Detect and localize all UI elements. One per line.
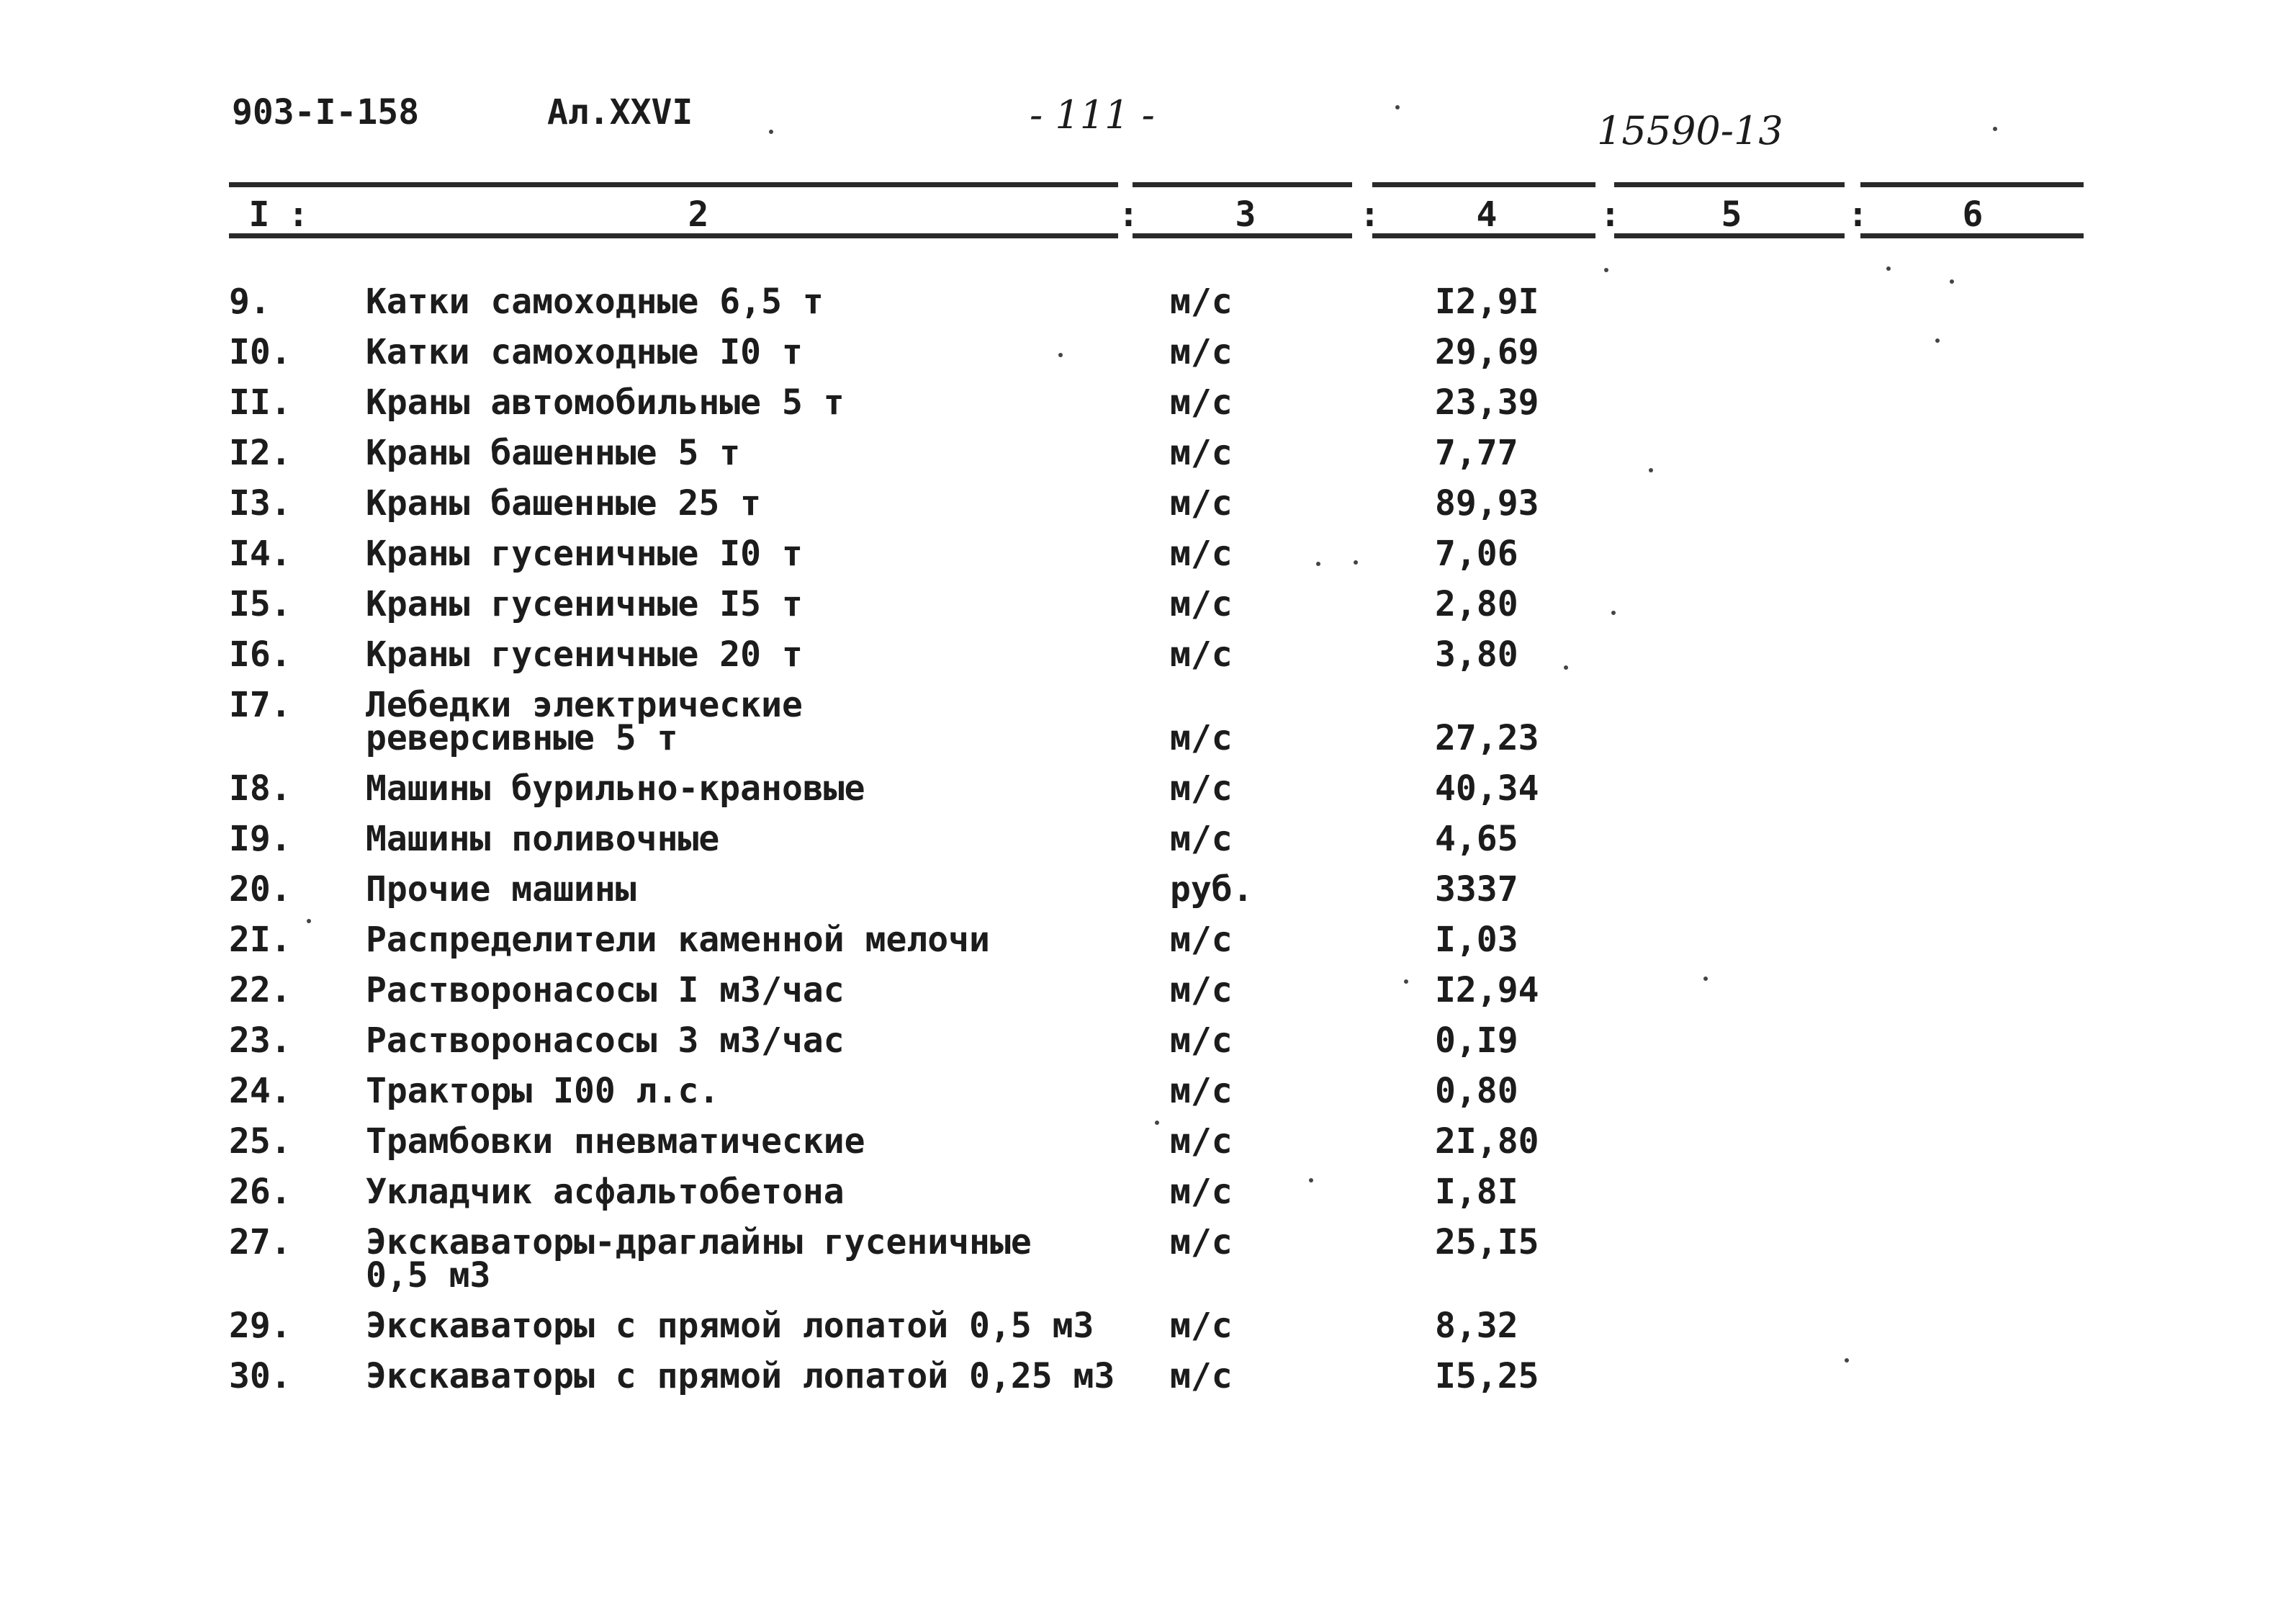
row-number: I5. [229,584,292,624]
row-value: 8,32 [1435,1306,1518,1346]
scan-speck [1703,977,1708,981]
row-value: I2,94 [1435,970,1539,1010]
album-number: Ал.XXVI [547,92,693,133]
row-number: 22. [229,970,292,1010]
header-rule-top [1614,182,1845,187]
row-unit: м/с [1170,1172,1233,1212]
scan-speck [1935,338,1940,343]
row-unit: м/с [1170,718,1233,758]
row-value: 40,34 [1435,768,1539,809]
row-name: Краны автомобильные 5 т [366,382,845,423]
row-unit: м/с [1170,584,1233,624]
row-unit: м/с [1170,1356,1233,1396]
header-rule-top [229,182,1118,187]
row-number: 23. [229,1020,292,1061]
column-header-4: 4 [1476,194,1498,235]
row-number: 24. [229,1071,292,1111]
row-unit: м/с [1170,282,1233,322]
scan-speck [1993,127,1997,131]
row-unit: м/с [1170,433,1233,473]
row-value: 0,I9 [1435,1020,1518,1061]
row-unit: м/с [1170,1306,1233,1346]
scan-speck [1058,353,1063,357]
row-name: Экскаваторы-драглайны гусеничные [366,1222,1032,1262]
row-unit: м/с [1170,483,1233,524]
column-separator: : [1847,194,1868,235]
column-separator: : [1600,194,1621,235]
scan-speck [1886,266,1891,271]
row-unit: м/с [1170,768,1233,809]
row-name: Машины бурильно-крановые [366,768,865,809]
row-number: I0. [229,332,292,372]
row-name: Краны башенные 5 т [366,433,741,473]
scan-speck [1354,560,1358,565]
row-name: Краны гусеничные I0 т [366,534,803,574]
row-name: Растворонасосы 3 м3/час [366,1020,845,1061]
row-unit: м/с [1170,920,1233,960]
row-number: 27. [229,1222,292,1262]
row-name: Краны гусеничные 20 т [366,634,803,675]
row-name: Растворонасосы I м3/час [366,970,845,1010]
scan-speck [1309,1178,1313,1182]
row-name: Машины поливочные [366,819,720,859]
scan-speck [1950,279,1954,284]
row-value: 7,77 [1435,433,1518,473]
row-unit: м/с [1170,1121,1233,1162]
column-separator: : [288,194,309,235]
row-value: 0,80 [1435,1071,1518,1111]
row-number: I6. [229,634,292,675]
header-rule-top [1860,182,2084,187]
row-unit: м/с [1170,332,1233,372]
row-unit: м/с [1170,1222,1233,1262]
column-header-6: 6 [1962,194,1984,235]
row-number: 26. [229,1172,292,1212]
row-value: 29,69 [1435,332,1539,372]
row-name: Укладчик асфальтобетона [366,1172,845,1212]
scan-speck [1404,979,1408,984]
row-unit: м/с [1170,1071,1233,1111]
scan-speck [1611,611,1616,615]
row-name: Распределители каменной мелочи [366,920,990,960]
row-name-continued: 0,5 м3 [366,1255,491,1296]
scan-speck [307,919,311,923]
scan-speck [1649,468,1653,472]
row-value: 89,93 [1435,483,1539,524]
scan-speck [1564,665,1568,670]
row-number: I3. [229,483,292,524]
row-value: 3337 [1435,869,1518,910]
row-value: I5,25 [1435,1356,1539,1396]
row-name: Катки самоходные I0 т [366,332,803,372]
row-value: I,8I [1435,1172,1518,1212]
column-header-2: 2 [688,194,709,235]
row-number: I2. [229,433,292,473]
row-name: Краны башенные 25 т [366,483,762,524]
row-number: 9. [229,282,271,322]
row-name: Трамбовки пневматические [366,1121,865,1162]
column-header-1: I [248,194,270,235]
row-value: 2,80 [1435,584,1518,624]
row-name: Катки самоходные 6,5 т [366,282,824,322]
header-rule-top [1133,182,1352,187]
row-number: 25. [229,1121,292,1162]
scan-speck [1155,1121,1159,1125]
row-value: I2,9I [1435,282,1539,322]
row-value: 7,06 [1435,534,1518,574]
row-value: 2I,80 [1435,1121,1539,1162]
column-separator: : [1118,194,1139,235]
row-value: 25,I5 [1435,1222,1539,1262]
row-name: Экскаваторы с прямой лопатой 0,5 м3 [366,1306,1094,1346]
row-value: 3,80 [1435,634,1518,675]
row-name: Прочие машины [366,869,636,910]
row-value: 27,23 [1435,718,1539,758]
row-unit: м/с [1170,970,1233,1010]
row-value: I,03 [1435,920,1518,960]
scan-speck [769,130,773,134]
header-rule-top [1372,182,1595,187]
row-number: I9. [229,819,292,859]
row-name-continued: реверсивные 5 т [366,718,678,758]
row-name: Тракторы I00 л.с. [366,1071,720,1111]
row-number: 29. [229,1306,292,1346]
doc-code: 903-I-158 [232,92,420,133]
row-unit: руб. [1170,869,1253,910]
column-header-3: 3 [1235,194,1256,235]
row-value: 23,39 [1435,382,1539,423]
row-number: II. [229,382,292,423]
row-unit: м/с [1170,382,1233,423]
row-number: 2I. [229,920,292,960]
row-number: I7. [229,685,292,725]
row-number: 20. [229,869,292,910]
row-value: 4,65 [1435,819,1518,859]
row-unit: м/с [1170,819,1233,859]
scan-speck [1845,1358,1849,1363]
row-unit: м/с [1170,1020,1233,1061]
row-number: I4. [229,534,292,574]
page-number: - 111 - [1030,92,1155,138]
row-unit: м/с [1170,634,1233,675]
scan-speck [1316,562,1320,566]
column-separator: : [1359,194,1380,235]
column-header-5: 5 [1721,194,1742,235]
row-name: Экскаваторы с прямой лопатой 0,25 м3 [366,1356,1115,1396]
row-name: Краны гусеничные I5 т [366,584,803,624]
row-number: I8. [229,768,292,809]
scan-speck [1604,268,1608,272]
archive-number: 15590-13 [1597,108,1783,153]
row-number: 30. [229,1356,292,1396]
row-unit: м/с [1170,534,1233,574]
scan-speck [1395,105,1400,109]
row-name: Лебедки электрические [366,685,803,725]
